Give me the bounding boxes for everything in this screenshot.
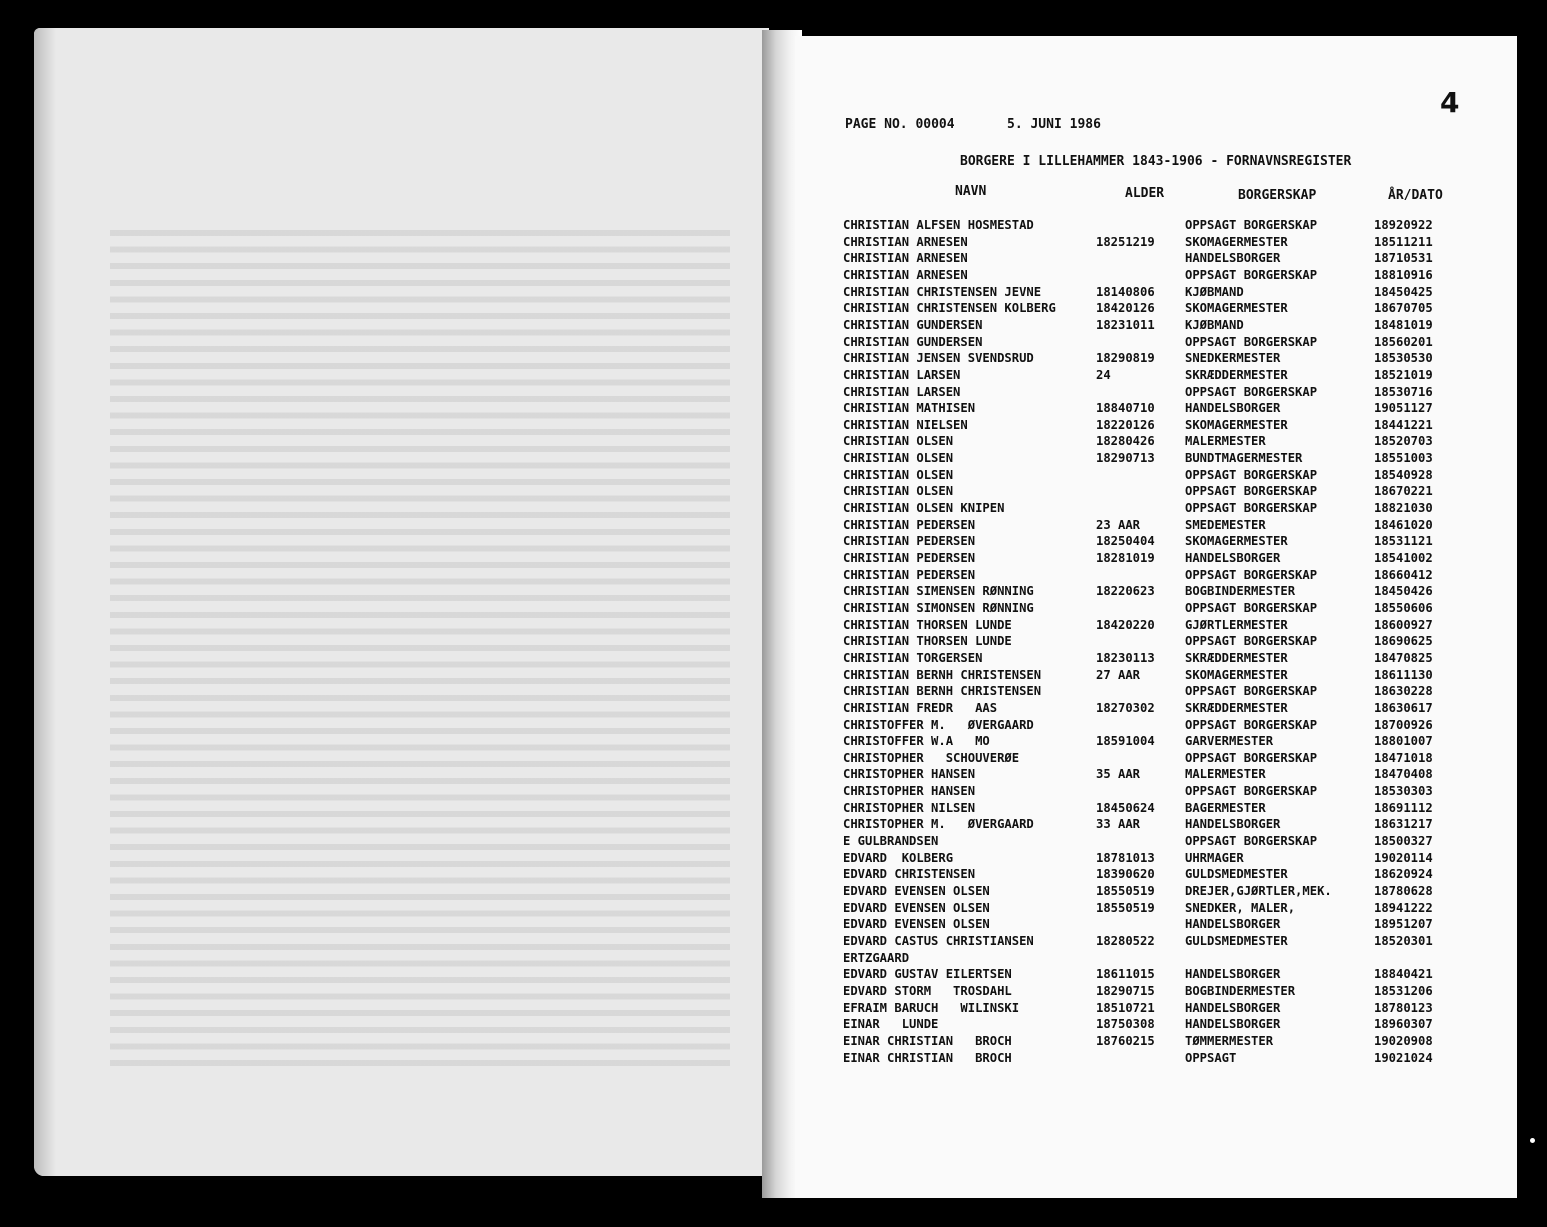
cell-alder: 33 AAR	[1096, 817, 1141, 832]
cell-borgerskap: SKOMAGERMESTER	[1185, 234, 1288, 249]
cell-borgerskap: DREJER,GJØRTLER,MEK.	[1185, 884, 1332, 898]
cell-navn: CHRISTIAN LARSEN	[843, 384, 961, 399]
cell-alder: 18420126	[1096, 301, 1155, 316]
cell-ar-dato: 19020114	[1374, 850, 1433, 865]
cell-borgerskap: HANDELSBORGER	[1185, 551, 1281, 565]
cell-ar-dato: 18481019	[1374, 317, 1433, 332]
scan-speck	[1530, 1138, 1535, 1143]
cell-borgerskap: OPPSAGT BORGERSKAP	[1185, 684, 1318, 699]
cell-navn: CHRISTOFFER M. ØVERGAARD	[843, 717, 1034, 732]
cell-ar-dato: 18941222	[1374, 900, 1433, 915]
cell-ar-dato: 19051127	[1374, 401, 1433, 416]
cell-navn: EDVARD CASTUS CHRISTIANSEN	[843, 933, 1034, 948]
cell-alder: 35 AAR	[1096, 767, 1141, 782]
cell-ar-dato: 18530530	[1374, 351, 1433, 366]
cell-navn: CHRISTOPHER SCHOUVERØE	[843, 750, 1020, 765]
cell-ar-dato: 18631217	[1374, 817, 1433, 832]
cell-navn: EDVARD STORM TROSDAHL	[843, 983, 1012, 998]
cell-ar-dato: 18840421	[1374, 967, 1433, 982]
cell-borgerskap: SKRÆDDERMESTER	[1185, 700, 1288, 715]
column-header-navn: NAVN	[955, 184, 987, 199]
cell-borgerskap: TØMMERMESTER	[1185, 1033, 1274, 1048]
cell-borgerskap: HANDELSBORGER	[1185, 1017, 1281, 1032]
cell-ar-dato: 18620924	[1374, 867, 1433, 882]
cell-alder: 18231011	[1096, 317, 1155, 332]
cell-navn: CHRISTIAN OLSEN	[843, 484, 954, 499]
cell-navn: EDVARD EVENSEN OLSEN	[843, 900, 990, 915]
cell-borgerskap: OPPSAGT BORGERSKAP	[1185, 784, 1318, 799]
cell-ar-dato: 18470408	[1374, 767, 1433, 782]
cell-borgerskap: HANDELSBORGER	[1185, 917, 1281, 932]
cell-navn: EINAR CHRISTIAN BROCH	[843, 1033, 1012, 1048]
cell-borgerskap: HANDELSBORGER	[1185, 817, 1281, 832]
cell-navn: CHRISTIAN FREDR AAS	[843, 700, 998, 715]
cell-alder: 18450624	[1096, 800, 1155, 815]
cell-borgerskap: BAGERMESTER	[1185, 800, 1266, 815]
cell-alder: 18781013	[1096, 850, 1155, 865]
cell-ar-dato: 18560201	[1374, 334, 1433, 349]
cell-navn: CHRISTIAN SIMENSEN RØNNING	[843, 584, 1034, 599]
cell-borgerskap: OPPSAGT BORGERSKAP	[1185, 334, 1318, 349]
cell-ar-dato: 18951207	[1374, 917, 1433, 932]
cell-alder: 18250404	[1096, 534, 1155, 549]
cell-navn: CHRISTIAN PEDERSEN	[843, 567, 976, 582]
cell-borgerskap: GULDSMEDMESTER	[1185, 933, 1288, 948]
cell-alder: 18280426	[1096, 434, 1155, 449]
cell-alder: 18420220	[1096, 617, 1155, 632]
cell-alder: 18510721	[1096, 1000, 1155, 1015]
cell-ar-dato: 18810916	[1374, 267, 1433, 282]
cell-navn: CHRISTIAN NIELSEN	[843, 417, 968, 432]
cell-ar-dato: 18520301	[1374, 933, 1433, 948]
cell-navn: CHRISTIAN LARSEN	[843, 367, 961, 382]
cell-alder: 18290819	[1096, 351, 1155, 366]
cell-borgerskap: HANDELSBORGER	[1185, 1000, 1281, 1015]
cell-ar-dato: 18461020	[1374, 517, 1433, 532]
cell-navn: CHRISTIAN SIMONSEN RØNNING	[843, 600, 1034, 615]
cell-navn: EDVARD GUSTAV EILERTSEN	[843, 967, 1012, 982]
report-date: 5. JUNI 1986	[1007, 117, 1101, 132]
cell-alder: 18251219	[1096, 234, 1155, 249]
cell-navn: CHRISTIAN ARNESEN	[843, 267, 968, 282]
cell-navn: CHRISTIAN BERNH CHRISTENSEN	[843, 684, 1042, 699]
cell-navn: EINAR LUNDE	[843, 1017, 939, 1032]
column-header-ar-dato: ÅR/DATO	[1388, 188, 1443, 203]
bleed-through-texture	[110, 230, 730, 1070]
cell-ar-dato: 18600927	[1374, 617, 1433, 632]
cell-alder: 18280522	[1096, 933, 1155, 948]
cell-navn: ERTZGAARD	[843, 950, 910, 965]
cell-ar-dato: 18960307	[1374, 1017, 1433, 1032]
cell-navn: CHRISTIAN ALFSEN HOSMESTAD	[843, 218, 1034, 232]
cell-ar-dato: 18780123	[1374, 1000, 1433, 1015]
cell-ar-dato: 18801007	[1374, 734, 1433, 749]
cell-borgerskap: OPPSAGT	[1185, 1050, 1237, 1065]
cell-ar-dato: 18450425	[1374, 284, 1433, 299]
cell-ar-dato: 18821030	[1374, 501, 1433, 516]
cell-alder: 18230113	[1096, 650, 1155, 665]
cell-navn: CHRISTIAN TORGERSEN	[843, 650, 983, 665]
cell-borgerskap: OPPSAGT BORGERSKAP	[1185, 384, 1318, 399]
cell-borgerskap: GJØRTLERMESTER	[1185, 617, 1288, 632]
cell-navn: CHRISTOPHER HANSEN	[843, 784, 976, 799]
cell-navn: CHRISTIAN JENSEN SVENDSRUD	[843, 351, 1034, 366]
left-page-edge-shadow	[34, 28, 56, 1176]
cell-ar-dato: 18630617	[1374, 700, 1433, 715]
cell-borgerskap: MALERMESTER	[1185, 767, 1266, 782]
cell-borgerskap: OPPSAGT BORGERSKAP	[1185, 567, 1318, 582]
cell-navn: CHRISTIAN OLSEN KNIPEN	[843, 501, 1005, 516]
cell-alder: 18550519	[1096, 900, 1155, 915]
cell-navn: CHRISTIAN BERNH CHRISTENSEN	[843, 667, 1042, 682]
cell-ar-dato: 18710531	[1374, 251, 1433, 266]
cell-borgerskap: OPPSAGT BORGERSKAP	[1185, 484, 1318, 499]
cell-alder: 18270302	[1096, 700, 1155, 715]
cell-ar-dato: 18520703	[1374, 434, 1433, 449]
cell-borgerskap: OPPSAGT BORGERSKAP	[1185, 600, 1318, 615]
cell-ar-dato: 18690625	[1374, 634, 1433, 649]
cell-borgerskap: OPPSAGT BORGERSKAP	[1185, 717, 1318, 732]
cell-ar-dato: 18530716	[1374, 384, 1433, 399]
cell-navn: CHRISTIAN CHRISTENSEN KOLBERG	[843, 301, 1056, 316]
cell-navn: CHRISTIAN ARNESEN	[843, 234, 968, 249]
cell-borgerskap: UHRMAGER	[1185, 850, 1244, 865]
cell-navn: EFRAIM BARUCH WILINSKI	[843, 1000, 1020, 1015]
cell-alder: 18840710	[1096, 401, 1155, 416]
cell-borgerskap: SKOMAGERMESTER	[1185, 534, 1288, 549]
cell-ar-dato: 18441221	[1374, 417, 1433, 432]
cell-navn: CHRISTIAN MATHISEN	[843, 401, 976, 416]
cell-borgerskap: OPPSAGT BORGERSKAP	[1185, 501, 1318, 516]
cell-navn: CHRISTIAN PEDERSEN	[843, 517, 976, 532]
cell-alder: 18760215	[1096, 1033, 1155, 1048]
cell-ar-dato: 18670221	[1374, 484, 1433, 499]
column-header-alder: ALDER	[1125, 186, 1165, 201]
cell-navn: CHRISTIAN PEDERSEN	[843, 551, 976, 565]
cell-navn: CHRISTIAN GUNDERSEN	[843, 334, 983, 349]
cell-alder: 18290713	[1096, 451, 1155, 466]
cell-borgerskap: OPPSAGT BORGERSKAP	[1185, 267, 1318, 282]
cell-borgerskap: OPPSAGT BORGERSKAP	[1185, 834, 1318, 849]
cell-ar-dato: 18630228	[1374, 684, 1433, 699]
cell-borgerskap: HANDELSBORGER	[1185, 401, 1281, 416]
cell-borgerskap: OPPSAGT BORGERSKAP	[1185, 218, 1318, 232]
cell-navn: EDVARD KOLBERG	[843, 850, 954, 865]
cell-borgerskap: OPPSAGT BORGERSKAP	[1185, 634, 1318, 649]
cell-borgerskap: SKRÆDDERMESTER	[1185, 367, 1288, 382]
cell-borgerskap: HANDELSBORGER	[1185, 251, 1281, 266]
cell-borgerskap: BOGBINDERMESTER	[1185, 584, 1296, 599]
cell-borgerskap: GULDSMEDMESTER	[1185, 867, 1288, 882]
cell-alder: 23 AAR	[1096, 517, 1141, 532]
cell-ar-dato: 18670705	[1374, 301, 1433, 316]
cell-navn: E GULBRANDSEN	[843, 834, 939, 849]
cell-navn: CHRISTIAN OLSEN	[843, 451, 954, 466]
column-header-borgerskap: BORGERSKAP	[1238, 188, 1317, 203]
cell-navn: EDVARD EVENSEN OLSEN	[843, 884, 990, 898]
cell-navn: CHRISTIAN OLSEN	[843, 467, 954, 482]
cell-ar-dato: 18551003	[1374, 451, 1433, 466]
cell-ar-dato: 18521019	[1374, 367, 1433, 382]
cell-navn: CHRISTIAN GUNDERSEN	[843, 317, 983, 332]
cell-ar-dato: 18550606	[1374, 600, 1433, 615]
cell-ar-dato: 19020908	[1374, 1033, 1433, 1048]
cell-alder: 18591004	[1096, 734, 1155, 749]
page-no-label: PAGE NO. 00004	[845, 117, 955, 132]
cell-ar-dato: 18500327	[1374, 834, 1433, 849]
cell-navn: CHRISTOPHER HANSEN	[843, 767, 976, 782]
cell-ar-dato: 18780628	[1374, 884, 1433, 898]
cell-ar-dato: 18540928	[1374, 467, 1433, 482]
cell-ar-dato: 18531206	[1374, 983, 1433, 998]
cell-borgerskap: SKOMAGERMESTER	[1185, 417, 1288, 432]
cell-borgerskap: HANDELSBORGER	[1185, 967, 1281, 982]
cell-navn: EINAR CHRISTIAN BROCH	[843, 1050, 1012, 1065]
cell-navn: CHRISTIAN PEDERSEN	[843, 534, 976, 549]
cell-borgerskap: SKOMAGERMESTER	[1185, 667, 1288, 682]
cell-navn: CHRISTOPHER M. ØVERGAARD	[843, 817, 1034, 832]
cell-ar-dato: 18511211	[1374, 234, 1433, 249]
cell-navn: CHRISTIAN CHRISTENSEN JEVNE	[843, 284, 1042, 299]
cell-alder: 27 AAR	[1096, 667, 1141, 682]
cell-ar-dato: 18470825	[1374, 650, 1433, 665]
cell-navn: CHRISTIAN ARNESEN	[843, 251, 968, 266]
cell-ar-dato: 18691112	[1374, 800, 1433, 815]
cell-navn: CHRISTOFFER W.A MO	[843, 734, 990, 749]
cell-alder: 18750308	[1096, 1017, 1155, 1032]
cell-ar-dato: 18660412	[1374, 567, 1433, 582]
cell-alder: 24	[1096, 367, 1111, 382]
cell-ar-dato: 18541002	[1374, 551, 1433, 565]
cell-borgerskap: SNEDKER, MALER,	[1185, 900, 1296, 915]
cell-borgerskap: KJØBMAND	[1185, 317, 1244, 332]
cell-ar-dato: 18611130	[1374, 667, 1433, 682]
cell-ar-dato: 18531121	[1374, 534, 1433, 549]
cell-borgerskap: BUNDTMAGERMESTER	[1185, 451, 1303, 466]
register-title: BORGERE I LILLEHAMMER 1843-1906 - FORNAVNSREGISTER	[960, 154, 1352, 169]
cell-navn: CHRISTIAN THORSEN LUNDE	[843, 634, 1012, 649]
cell-borgerskap: MALERMESTER	[1185, 434, 1266, 449]
cell-ar-dato: 18530303	[1374, 784, 1433, 799]
cell-alder: 18220623	[1096, 584, 1155, 599]
cell-alder: 18290715	[1096, 983, 1155, 998]
cell-borgerskap: OPPSAGT BORGERSKAP	[1185, 467, 1318, 482]
cell-ar-dato: 18920922	[1374, 218, 1433, 232]
cell-alder: 18140806	[1096, 284, 1155, 299]
cell-borgerskap: KJØBMAND	[1185, 284, 1244, 299]
cell-navn: CHRISTIAN THORSEN LUNDE	[843, 617, 1012, 632]
cell-borgerskap: BOGBINDERMESTER	[1185, 983, 1296, 998]
cell-borgerskap: SKRÆDDERMESTER	[1185, 650, 1288, 665]
cell-ar-dato: 18471018	[1374, 750, 1433, 765]
cell-alder: 18281019	[1096, 551, 1155, 565]
cell-ar-dato: 18450426	[1374, 584, 1433, 599]
cell-navn: EDVARD EVENSEN OLSEN	[843, 917, 990, 932]
cell-alder: 18611015	[1096, 967, 1155, 982]
cell-borgerskap: SKOMAGERMESTER	[1185, 301, 1288, 316]
cell-borgerskap: SNEDKERMESTER	[1185, 351, 1281, 366]
cell-borgerskap: GARVERMESTER	[1185, 734, 1274, 749]
cell-navn: CHRISTOPHER NILSEN	[843, 800, 976, 815]
cell-borgerskap: OPPSAGT BORGERSKAP	[1185, 750, 1318, 765]
cell-ar-dato: 18700926	[1374, 717, 1433, 732]
cell-alder: 18390620	[1096, 867, 1155, 882]
cell-ar-dato: 19021024	[1374, 1050, 1433, 1065]
cell-alder: 18550519	[1096, 884, 1155, 898]
handwritten-page-number: 4	[1440, 86, 1460, 119]
cell-alder: 18220126	[1096, 417, 1155, 432]
cell-borgerskap: SMEDEMESTER	[1185, 517, 1266, 532]
cell-navn: EDVARD CHRISTENSEN	[843, 867, 976, 882]
cell-navn: CHRISTIAN OLSEN	[843, 434, 954, 449]
